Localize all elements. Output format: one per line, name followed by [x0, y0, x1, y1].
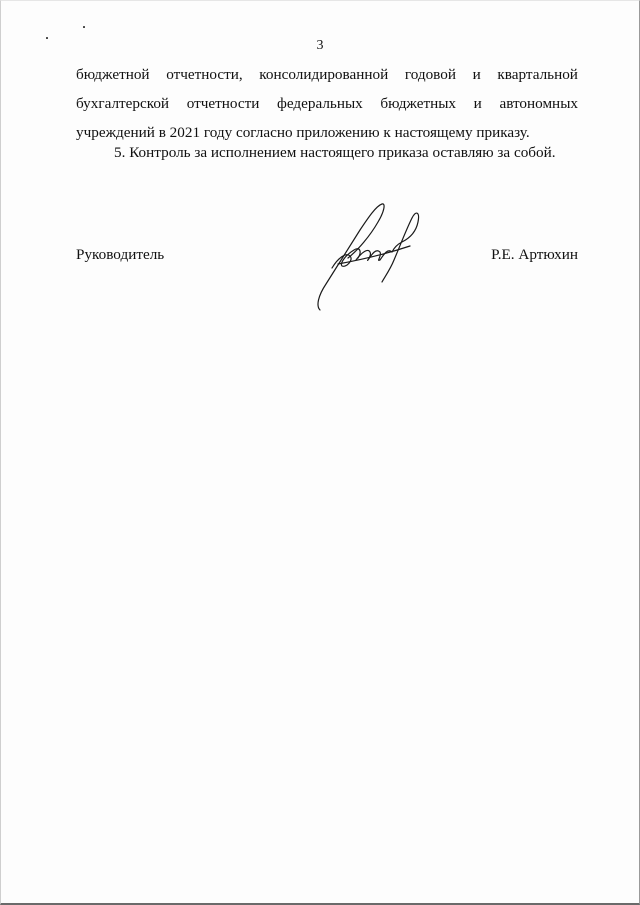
paragraph-continuation — [76, 60, 578, 147]
word: бюджетных — [380, 95, 457, 112]
word: и — [473, 95, 482, 112]
word: автономных — [499, 95, 578, 112]
word: отчетности, — [166, 66, 243, 83]
signer-name: Р.Е. Артюхин — [491, 246, 578, 263]
word: годовой — [404, 66, 456, 83]
text-line-2 — [76, 89, 578, 118]
word: бюджетной — [76, 66, 150, 83]
page-number: 3 — [316, 38, 324, 53]
word: отчетности — [186, 95, 260, 112]
paragraph-5: 5. Контроль за исполнением настоящего приказа оставляю за собой. — [114, 144, 556, 161]
word: и — [472, 66, 481, 83]
handwritten-signature — [310, 198, 428, 316]
text-line-3: учреждений в 2021 году согласно приложению к настоящему приказу. — [76, 124, 530, 141]
signer-position: Руководитель — [76, 246, 165, 263]
word: консолидированной — [259, 66, 389, 83]
word: бухгалтерской — [76, 95, 170, 112]
word: квартальной — [497, 66, 578, 83]
word: федеральных — [277, 95, 363, 112]
scan-speck — [83, 26, 85, 28]
text-line-1 — [76, 60, 578, 89]
